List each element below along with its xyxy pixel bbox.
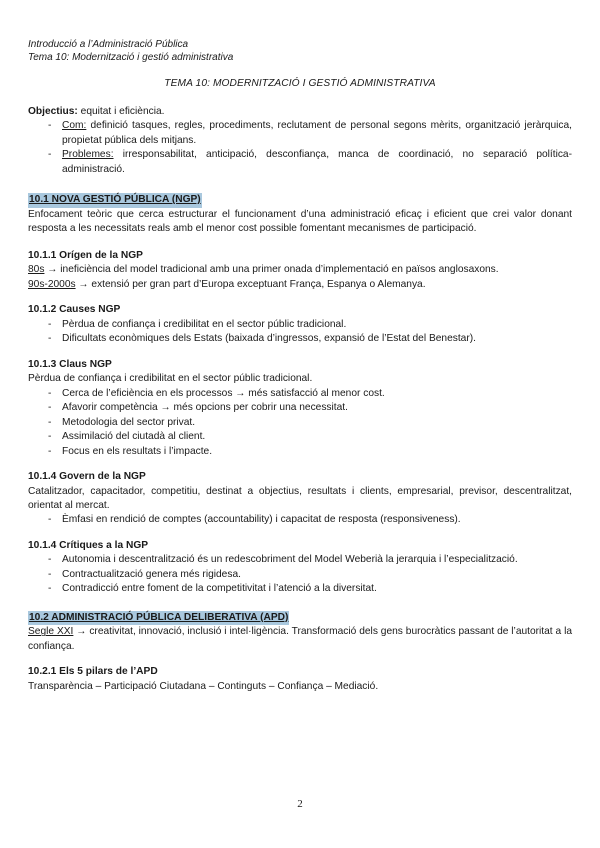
- page-title: TEMA 10: MODERNITZACIÓ I GESTIÓ ADMINISTRATIVA: [164, 78, 436, 90]
- list-item: - Contractualització genera més rigidesa.: [48, 568, 572, 582]
- pilars-text: Transparència – Participació Ciutadana – Continguts – Confiança – Mediació.: [28, 680, 379, 692]
- running-header: [28, 38, 572, 64]
- govern-list: [28, 513, 572, 527]
- subheading-claus: 10.1.3 Claus NGP: [28, 358, 112, 370]
- list-item: - Pèrdua de confiança i credibilitat en el sector públic tradicional.: [48, 318, 572, 332]
- subheading-causes: 10.1.2 Causes NGP: [28, 304, 121, 316]
- list-item: - Metodologia del sector privat.: [48, 416, 572, 430]
- objectius-text: equitat i eficiència.: [77, 105, 165, 117]
- origen-line: 90s-2000s → extensió per gran part d’Europa exceptuant França, Espanya o Alemanya.: [28, 278, 426, 290]
- list-item: - Autonomia i descentralització és un redescobriment del Model Weberià la jerarquia i l’especialització.: [48, 553, 572, 567]
- list-item: - Dificultats econòmiques dels Estats (baixada d’ingressos, expansió de l’Estat del Benestar).: [48, 332, 572, 346]
- list-item: - Assimilació del ciutadà al client.: [48, 430, 572, 444]
- header-course: Introducció a l’Administració Pública: [28, 39, 189, 50]
- page-number: 2: [297, 798, 303, 810]
- list-item: - Problemes: irresponsabilitat, anticipació, desconfiança, manca de coordinació, no separació política-administració.: [48, 148, 572, 177]
- list-item: - Com: definició tasques, regles, procediments, reclutament de personal segons mèrits, organització jeràrquica, propietat pública dels mitjans.: [48, 119, 572, 148]
- objectius-paragraph: [28, 105, 572, 119]
- origen-line: 80s → ineficiència del model tradicional amb una primer onada d’implementació en països anglosaxons.: [28, 264, 499, 276]
- section-heading-ngp: 10.1 NOVA GESTIÓ PÚBLICA (NGP): [28, 193, 202, 207]
- subheading-critiques: 10.1.4 Crítiques a la NGP: [28, 539, 149, 551]
- claus-intro: Pèrdua de confiança i credibilitat en el sector públic tradicional.: [28, 373, 313, 385]
- document-page: [28, 38, 572, 694]
- critiques-list: [28, 553, 572, 596]
- apd-intro: Segle XXI → creativitat, innovació, inclusió i intel·ligència. Transformació dels gens burocràtics passant de l’autoritat a la confiança.: [28, 626, 572, 652]
- objectius-label: Objectius:: [28, 105, 78, 117]
- list-item: - Contradicció entre foment de la competitivitat i l’atenció a la diversitat.: [48, 582, 572, 596]
- list-item: - Èmfasi en rendició de comptes (accountability) i capacitat de resposta (responsiveness).: [48, 513, 572, 527]
- list-item: - Focus en els resultats i l’impacte.: [48, 445, 572, 459]
- ngp-intro: Enfocament teòric que cerca estructurar el funcionament d’una administració eficaç i eficient que crei valor donant resposta a les necessitats reals amb el menor cost possible fomentant mecanismes de participació.: [28, 208, 572, 235]
- subheading-govern: 10.1.4 Govern de la NGP: [28, 471, 146, 483]
- objectius-list: [28, 119, 572, 177]
- subheading-pilars: 10.2.1 Els 5 pilars de l’APD: [28, 666, 158, 678]
- header-topic: Tema 10: Modernització i gestió administrativa: [28, 52, 234, 64]
- section-heading-apd: 10.2 ADMINISTRACIÓ PÚBLICA DELIBERATIVA (APD): [28, 611, 289, 625]
- causes-list: [28, 318, 572, 347]
- list-item: - Afavorir competència → més opcions per cobrir una necessitat.: [48, 401, 572, 415]
- govern-intro: Catalitzador, capacitador, competitiu, destinat a objectius, resultats i clients, empresarial, previsor, descentralitzat, orientat al mercat.: [28, 485, 572, 511]
- list-item: - Cerca de l’eficiència en els processos → més satisfacció al menor cost.: [48, 387, 572, 401]
- subheading-origen: 10.1.1 Orígen de la NGP: [28, 249, 143, 261]
- claus-list: [28, 387, 572, 459]
